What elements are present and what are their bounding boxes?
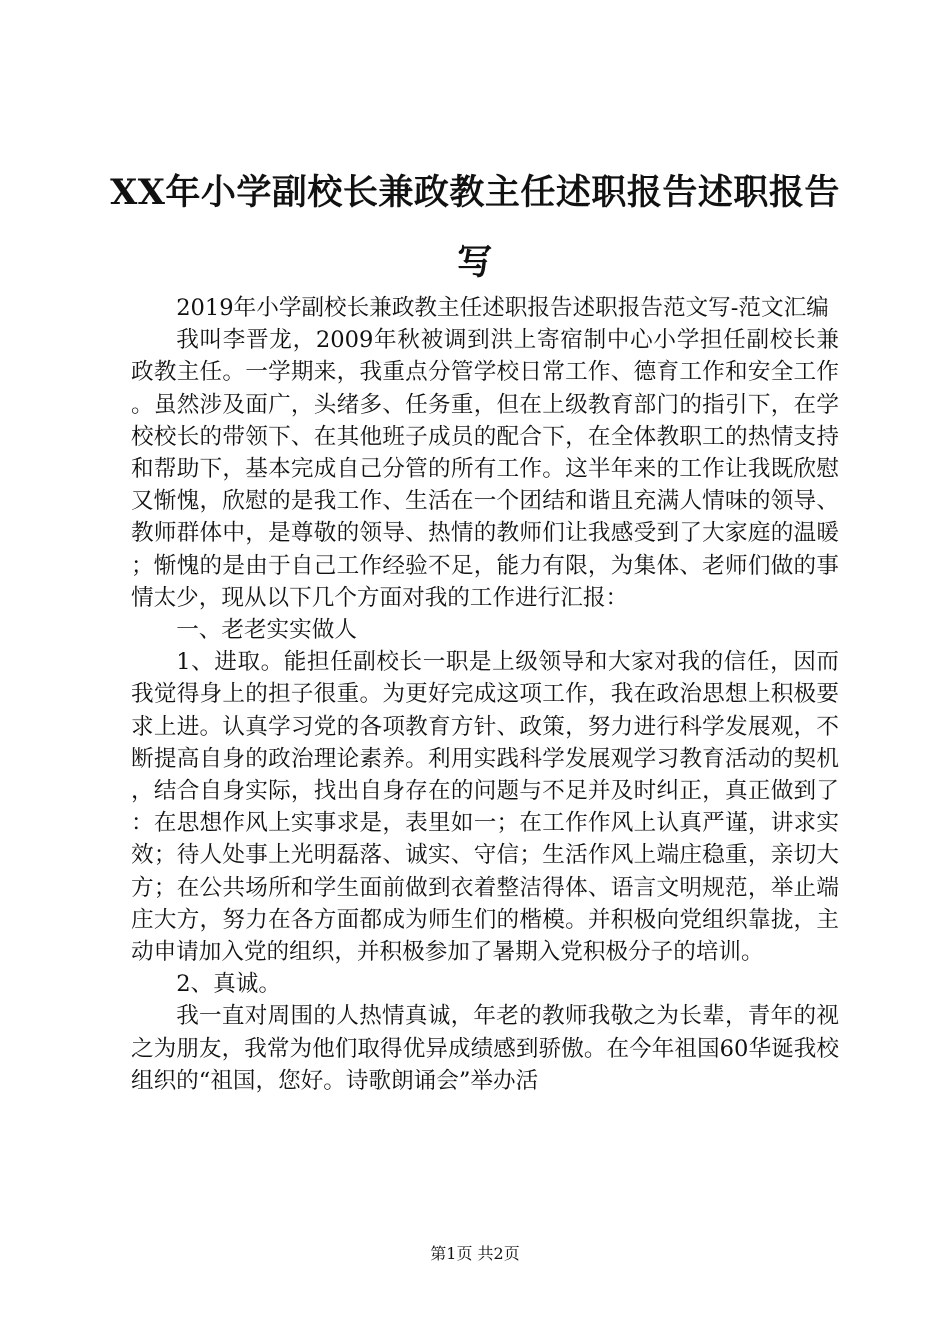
paragraph-item-1: 1、进取。能担任副校长一职是上级领导和大家对我的信任，因而我觉得身上的担子很重。为更好完成这项工作，我在政治思想上积极要求上进。认真学习党的各项教育方针、政策，努力进行科学发展观，不断提高自身的政治理论素养。利用实践科学发展观学习教育活动的契机，结合自身实际，找出自身存在的问题与不足并及时纠正，真正做到了：在思想作风上实事求是，表里如一；在工作作风上认真严谨，讲求实效；待人处事上光明磊落、诚实、守信；生活作风上端庄稳重，亲切大方；在公共场所和学生面前做到衣着整洁得体、语言文明规范，举止端庄大方，努力在各方面都成为师生们的楷模。并积极向党组织靠拢，主动申请加入党的组织，并积极参加了暑期入党积极分子的培训。 <box>131 649 839 966</box>
section-heading-1: 一、老老实实做人 <box>176 617 357 644</box>
page-footer: 第1页 共2页 <box>430 1244 520 1263</box>
paragraph-introduction: 我叫李晋龙，2009年秋被调到洪上寄宿制中心小学担任副校长兼政教主任。一学期来，我重点分管学校日常工作、德育工作和安全工作。虽然涉及面广，头绪多、任务重，但在上级教育部门的指引下，在学校校长的带领下、在其他班子成员的配合下，在全体教职工的热情支持和帮助下，基本完成自己分管的所有工作。这半年来的工作让我既欣慰又惭愧，欣慰的是我工作、生活在一个团结和谐且充满人情味的领导、教师群体中，是尊敬的领导、热情的教师们让我感受到了大家庭的温暖；惭愧的是由于自己工作经验不足，能力有限，为集体、老师们做的事情太少，现从以下几个方面对我的工作进行汇报： <box>131 327 839 611</box>
document-body <box>131 292 839 1097</box>
paragraph-item-2: 我一直对周围的人热情真诚，年老的教师我敬之为长辈，青年的视之为朋友，我常为他们取得优异成绩感到骄傲。在今年祖国60华诞我校组织的“祖国，您好。诗歌朗诵会”举办活 <box>131 1003 839 1094</box>
document-title: XX年小学副校长兼政教主任述职报告述职报告写 <box>110 172 840 283</box>
paragraph-subtitle: 2019年小学副校长兼政教主任述职报告述职报告范文写-范文汇编 <box>176 295 829 321</box>
subheading-item-2: 2、真诚。 <box>176 971 281 998</box>
